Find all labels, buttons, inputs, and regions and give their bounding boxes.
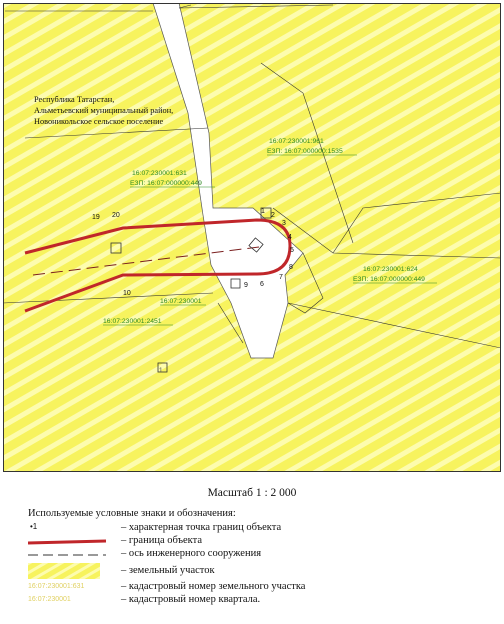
parcel-number-label: 16:07:230001:2451 xyxy=(103,318,162,325)
point-label: 5 xyxy=(290,247,294,254)
legend-desc: – кадастровый номер земельного участка xyxy=(121,580,306,592)
legend-desc: – кадастровый номер квартала. xyxy=(121,593,261,605)
region-line: Республика Татарстан, xyxy=(34,95,115,104)
map-canvas xyxy=(3,3,501,472)
point-label: 4 xyxy=(288,234,292,241)
legend-item xyxy=(28,535,498,548)
parcel-number-label: 16:07:230001:624 xyxy=(363,266,418,273)
axis-line-symbol xyxy=(28,548,108,561)
legend-item xyxy=(28,548,498,561)
quarter-number-symbol xyxy=(28,594,108,607)
point-symbol xyxy=(28,522,108,535)
map-area xyxy=(3,3,501,472)
point-label: 1 xyxy=(261,208,265,215)
point-label: 2 xyxy=(271,212,275,219)
legend-desc: – ось инженерного сооружения xyxy=(121,548,262,560)
point-label: 20 xyxy=(112,212,120,219)
boundary-line-symbol xyxy=(28,535,108,548)
point-label: 3 xyxy=(282,220,286,227)
legend-item xyxy=(28,581,498,594)
point-label: 9 xyxy=(244,282,248,289)
legend-item xyxy=(28,594,498,607)
legend-item xyxy=(28,562,498,581)
parcel-number-label: ЕЗП: 16:07:000000:449 xyxy=(353,276,425,283)
legend-desc: – граница объекта xyxy=(121,535,202,547)
point-label: 19 xyxy=(92,214,100,221)
parcel-number-symbol-text: 16:07:230001:631 xyxy=(28,582,85,590)
parcel-number-label: ЕЗП: 16:07:000000:449 xyxy=(130,180,202,187)
parcel-number-label: 16:07:230001:631 xyxy=(132,170,187,177)
legend-desc: – характерная точка границ объекта xyxy=(121,522,282,533)
quarter-number-label: 16:07:230001 xyxy=(160,298,202,305)
small-parcel-label: :1 xyxy=(157,367,163,374)
region-caption xyxy=(34,94,204,127)
parcel-number-label: 16:07:230001:961 xyxy=(269,138,324,145)
point-label: 8 xyxy=(289,264,293,271)
parcel-number-symbol xyxy=(28,581,108,594)
land-plot-symbol xyxy=(28,562,108,575)
parcel-number-label: ЕЗП: 16:07:000000:1535 xyxy=(267,148,343,155)
quarter-number-symbol-text: 16:07:230001 xyxy=(28,595,71,603)
scale-caption: Масштаб 1 : 2 000 xyxy=(207,487,297,499)
point-label: 7 xyxy=(279,274,283,281)
legend-desc: – земельный участок xyxy=(121,564,215,576)
point-symbol-text: •1 xyxy=(30,522,38,531)
point-label: 10 xyxy=(123,290,131,297)
legend-title: Используемые условные знаки и обозначения: xyxy=(28,508,236,519)
point-label: 6 xyxy=(260,281,264,288)
region-line: Альметьевский муниципальный район, xyxy=(34,106,174,115)
region-line: Новоникольское сельское поселение xyxy=(34,117,164,126)
legend xyxy=(28,508,498,607)
legend-item xyxy=(28,522,498,535)
